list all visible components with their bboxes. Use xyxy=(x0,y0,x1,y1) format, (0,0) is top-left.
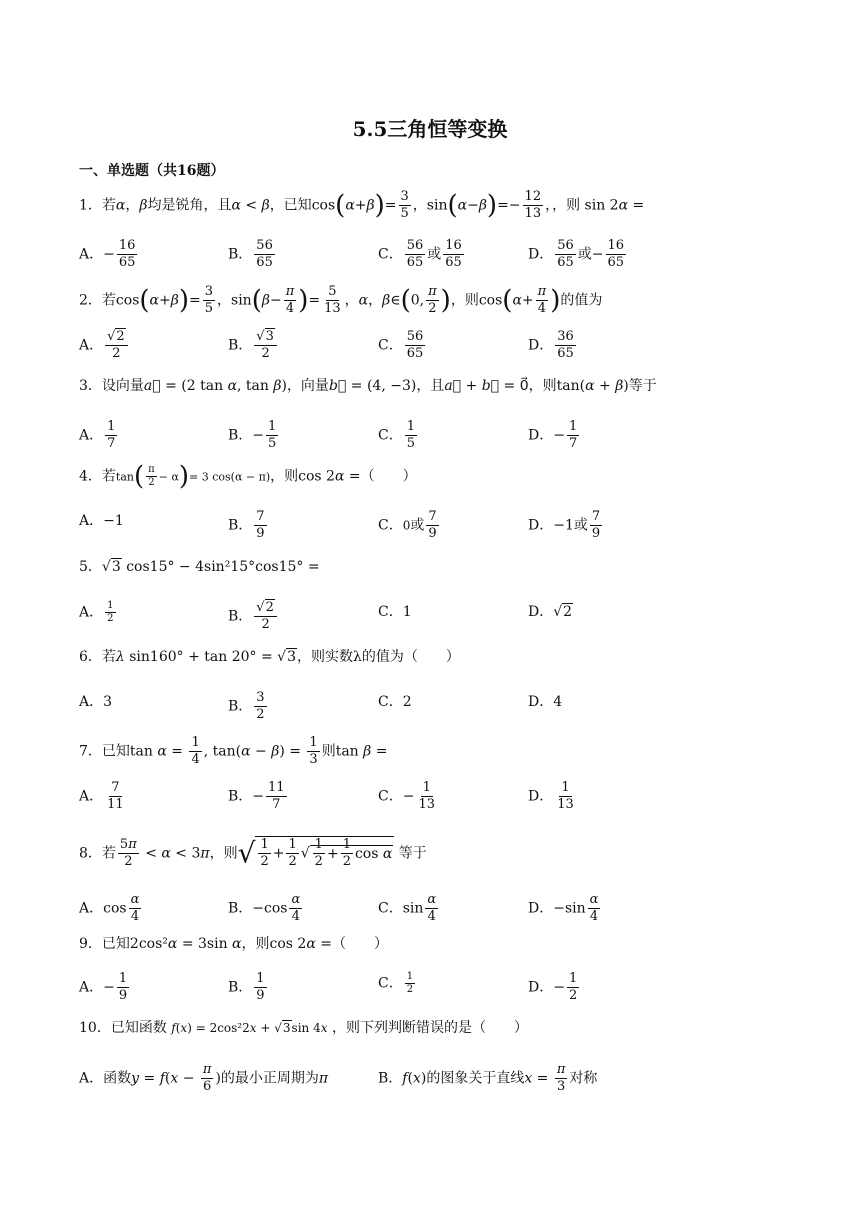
question-text: ， xyxy=(125,197,140,214)
option-label: B． xyxy=(228,979,253,996)
option-b[interactable]: B． $\frac{56}{65}$ xyxy=(228,238,273,270)
option-d[interactable]: D． $\frac{1}{13}$ xyxy=(528,780,574,812)
option-label: D． xyxy=(528,427,554,444)
option-text: 或 xyxy=(410,517,425,534)
option-text: 或 xyxy=(427,246,442,263)
question-text: ，则下列判断错误的是（ ） xyxy=(331,1020,528,1036)
option-d[interactable]: D．− $\frac{1}{2}$ xyxy=(528,971,578,1003)
option-label: B． xyxy=(228,246,253,263)
option-label: C． xyxy=(378,246,403,263)
option-b[interactable]: B． $\frac{√2}{2}$ xyxy=(228,600,279,633)
option-label: A． xyxy=(79,1070,104,1087)
question-4: 4．若tan( $\frac{\pi}{2}$ − α)= 3 cos(α − π)，则cos 2α =（ ） xyxy=(79,461,417,492)
question-text: ，则 xyxy=(209,845,238,862)
option-c[interactable]: C． $\frac{56}{65}$ 或 $\frac{16}{65}$ xyxy=(378,238,462,270)
option-c[interactable]: C．sin $\frac{\alpha}{4}$ xyxy=(378,892,437,924)
option-c[interactable] xyxy=(378,600,412,624)
question-3: 3．设向量a⃗ = (2 tan α, tan β)，向量b⃗ = (4, −3)，且a⃗ + b⃗ = 0⃗，则tan(α + β)等于 xyxy=(79,378,657,394)
option-text: 或 xyxy=(573,517,588,534)
option-text: 2 xyxy=(402,694,412,710)
section-heading: 一、单选题（共16题） xyxy=(79,163,225,179)
question-number: 4． xyxy=(79,468,102,485)
option-label: A． xyxy=(79,788,104,805)
option-label: D． xyxy=(528,694,554,710)
question-text: 已知函数 xyxy=(110,1020,167,1036)
option-b[interactable]: B．−cos $\frac{\alpha}{4}$ xyxy=(228,892,301,924)
question-number: 3． xyxy=(79,378,102,394)
question-number: 2． xyxy=(79,292,102,309)
question-number: 7． xyxy=(79,743,102,760)
option-label: D． xyxy=(528,979,554,996)
question-5: 5．√3 cos15° − 4sin²15°cos15° = xyxy=(79,559,320,575)
option-label: C． xyxy=(378,517,403,534)
option-b[interactable]: B．− $\frac{11}{7}$ xyxy=(228,780,285,812)
option-label: C． xyxy=(378,694,403,710)
option-a[interactable]: A．−1 xyxy=(79,513,124,529)
option-c[interactable]: C． $\frac{1}{5}$ xyxy=(378,419,415,451)
option-text: 对称 xyxy=(569,1070,598,1087)
option-label: C． xyxy=(378,604,403,620)
option-label: A． xyxy=(79,694,104,710)
option-label: A． xyxy=(79,979,104,996)
question-text: ，则实数λ的值为（ ） xyxy=(297,649,460,665)
option-label: D． xyxy=(528,246,554,263)
question-text: ，则 xyxy=(241,936,270,952)
question-6: 6．若λ sin160° + tan 20° = √3，则实数λ的值为（ ） xyxy=(79,649,460,665)
option-b[interactable]: B． $\frac{1}{9}$ xyxy=(228,971,265,1003)
question-text: 设向量 xyxy=(101,378,144,394)
option-label: D． xyxy=(528,900,554,917)
question-text: 若 xyxy=(101,468,116,485)
option-d[interactable]: D．−1或 $\frac{7}{9}$ xyxy=(528,509,601,541)
option-d[interactable]: D．−sin $\frac{\alpha}{4}$ xyxy=(528,892,599,924)
option-label: B． xyxy=(228,698,253,715)
question-number: 9． xyxy=(79,936,102,952)
option-label: B． xyxy=(228,608,253,625)
option-b[interactable]: B．− $\frac{1}{5}$ xyxy=(228,419,277,451)
option-text: 4 xyxy=(553,694,563,710)
question-text: ， xyxy=(344,292,359,309)
option-label: D． xyxy=(528,337,554,354)
option-label: A． xyxy=(79,604,104,621)
fraction: $\frac{12}{13}$ xyxy=(524,189,542,221)
option-d[interactable]: D．− $\frac{1}{7}$ xyxy=(528,419,578,451)
question-text: （ ） xyxy=(360,468,417,485)
option-b[interactable]: B．f(x)的图象关于直线x = $\frac{\pi}{3}$ 对称 xyxy=(378,1062,598,1094)
question-text: ，则 xyxy=(528,378,557,394)
option-label: D． xyxy=(528,604,554,620)
option-label: A． xyxy=(79,337,104,354)
option-b[interactable]: B． $\frac{7}{9}$ xyxy=(228,509,265,541)
option-label: C． xyxy=(378,900,403,917)
page-title: 5.5三角恒等变换 xyxy=(352,117,508,141)
option-label: B． xyxy=(228,517,253,534)
option-c[interactable]: C． $\frac{1}{2}$ xyxy=(378,971,414,995)
question-8: 8．若 $\frac{5\pi}{2}$ < α < 3π，则√ $\frac{1}{2}$ + $\frac{1}{2}$ √ $\frac{1}{2}$ + $\frac{1}{2}$ cos α 等于 xyxy=(79,836,427,870)
option-label: C． xyxy=(378,427,403,444)
option-label: C． xyxy=(378,337,403,354)
option-d[interactable]: D． $\frac{36}{65}$ xyxy=(528,329,574,361)
question-10: 10．已知函数 f(x) = 2cos²2x + √3sin 4x ，则下列判断错误的是（ ） xyxy=(79,1020,528,1036)
option-label: B． xyxy=(228,900,253,917)
question-7: 7．已知tan α = $\frac{1}{4}$ , tan(α − β) = $\frac{1}{3}$ 则tan β = xyxy=(79,735,388,767)
question-text: ，已知 xyxy=(269,197,312,214)
option-d[interactable] xyxy=(528,690,562,714)
option-text: 1 xyxy=(402,604,412,620)
option-label: C． xyxy=(378,975,403,992)
question-text: ，则 xyxy=(450,292,479,309)
question-text: ，则 xyxy=(552,197,581,214)
option-a[interactable]: A．− $\frac{16}{65}$ xyxy=(79,238,136,270)
option-c[interactable]: C．− $\frac{1}{13}$ xyxy=(378,780,435,812)
option-b[interactable]: B． $\frac{3}{2}$ xyxy=(228,690,265,722)
question-text: 等于 xyxy=(628,378,657,394)
question-text: ，向量 xyxy=(286,378,329,394)
option-label: A． xyxy=(79,900,104,917)
question-number: 5． xyxy=(79,559,102,575)
question-text: 若 xyxy=(101,197,116,214)
question-number: 1． xyxy=(79,197,102,214)
question-text: ，则 xyxy=(270,468,299,485)
option-text: 或 xyxy=(577,246,592,263)
question-number: 10． xyxy=(79,1020,111,1036)
question-number: 6． xyxy=(79,649,102,665)
option-text: 函数 xyxy=(103,1070,132,1087)
option-text: 的最小正周期为 xyxy=(220,1070,319,1087)
question-text: 则 xyxy=(321,743,336,760)
option-c[interactable] xyxy=(378,690,412,714)
option-label: B． xyxy=(228,427,253,444)
question-1: 1．若α，β均是锐角，且α < β，已知cos(α+β)= $\frac{3}{5}$ ，sin(α−β)=− $\frac{12}{13}$ ，，则 sin 2α = xyxy=(79,189,645,221)
option-d[interactable]: D．√2 xyxy=(528,604,573,620)
option-a[interactable]: A． $\frac{1}{2}$ xyxy=(79,600,114,624)
option-b[interactable]: B． $\frac{√3}{2}$ xyxy=(228,329,279,362)
question-2: 2．若cos(α+β)= $\frac{3}{5}$ ，sin(β− $\frac{\pi}{4}$ )= $\frac{5}{13}$ ，α，β∈(0, $\frac{\pi}{2}$ )，则cos(α+ $\frac{\pi}{4}$ )的值为 xyxy=(79,284,603,316)
option-c[interactable]: C．0或 $\frac{7}{9}$ xyxy=(378,509,437,541)
option-a[interactable]: A． $\frac{√2}{2}$ xyxy=(79,329,130,362)
option-a[interactable]: A．cos $\frac{\alpha}{4}$ xyxy=(79,892,140,924)
option-label: C． xyxy=(378,788,403,805)
option-label: B． xyxy=(228,337,253,354)
question-text: ， xyxy=(217,292,232,309)
option-a[interactable]: A．− $\frac{1}{9}$ xyxy=(79,971,128,1003)
question-text: 若 xyxy=(101,845,116,862)
question-number: 8． xyxy=(79,845,102,862)
question-text: （ ） xyxy=(331,936,388,952)
option-d[interactable]: D． $\frac{56}{65}$ 或− $\frac{16}{65}$ xyxy=(528,238,625,270)
option-label: D． xyxy=(528,788,554,805)
option-a[interactable]: A． $\frac{1}{7}$ xyxy=(79,419,116,451)
option-a[interactable]: A． $\frac{7}{11}$ xyxy=(79,780,124,812)
question-text: ，且 xyxy=(416,378,445,394)
question-text: 若 xyxy=(101,649,116,665)
question-9: 9．已知2cos²α = 3sin α，则cos 2α =（ ） xyxy=(79,936,388,952)
question-text: 等于 xyxy=(398,845,427,862)
question-text: 均是锐角，且 xyxy=(147,197,232,214)
option-label: A． xyxy=(79,427,104,444)
option-text: 的图象关于直线 xyxy=(426,1070,525,1087)
question-text: 已知 xyxy=(101,936,130,952)
fraction: $\frac{3}{5}$ xyxy=(400,189,409,221)
option-a[interactable] xyxy=(79,690,112,714)
option-label: B． xyxy=(378,1070,403,1087)
option-c[interactable]: C． $\frac{56}{65}$ xyxy=(378,329,424,361)
option-label: A． xyxy=(79,246,104,263)
question-text: ， xyxy=(368,292,383,309)
question-text: 已知 xyxy=(101,743,130,760)
option-a[interactable]: A．函数y = f(x − $\frac{\pi}{6}$ )的最小正周期为π xyxy=(79,1062,329,1094)
question-text: ， xyxy=(412,197,427,214)
option-label: B． xyxy=(228,788,253,805)
option-label: A． xyxy=(79,513,104,529)
option-label: D． xyxy=(528,517,554,534)
option-text: 3 xyxy=(103,694,113,710)
question-text: 若 xyxy=(101,292,116,309)
question-text: 的值为 xyxy=(560,292,603,309)
